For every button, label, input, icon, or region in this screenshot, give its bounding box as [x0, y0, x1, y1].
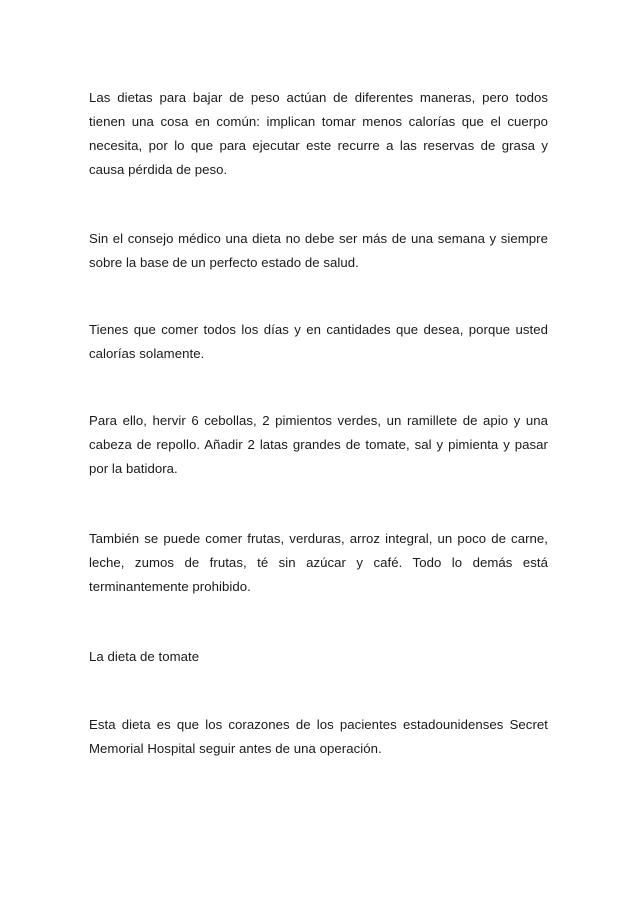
paragraph-recipe: Para ello, hervir 6 cebollas, 2 pimientos verdes, un ramillete de apio y una cabeza de repollo. Añadir 2 latas grandes de tomate, sal y pimienta y pasar por la batidora.: [89, 413, 548, 476]
paragraph-allowed-foods: También se puede comer frutas, verduras, arroz integral, un poco de carne, leche, zumos de frutas, té sin azúcar y café. Todo lo demás está terminantemente prohibido.: [89, 531, 548, 594]
paragraph-medical-advice: Sin el consejo médico una dieta no debe ser más de una semana y siempre sobre la base de un perfecto estado de salud.: [89, 231, 548, 270]
section-heading-tomato-diet: La dieta de tomate: [89, 649, 200, 664]
paragraph-eat-daily: Tienes que comer todos los días y en cantidades que desea, porque usted calorías solamente.: [89, 322, 548, 361]
paragraph-intro: Las dietas para bajar de peso actúan de diferentes maneras, pero todos tienen una cosa en común: implican tomar menos calorías que el cuerpo necesita, por lo que para ejecutar este recurre a las reservas de grasa y causa pérdida de peso.: [89, 90, 548, 177]
paragraph-tomato-diet: Esta dieta es que los corazones de los pacientes estadounidenses Secret Memorial Hospital seguir antes de una operación.: [89, 717, 548, 756]
